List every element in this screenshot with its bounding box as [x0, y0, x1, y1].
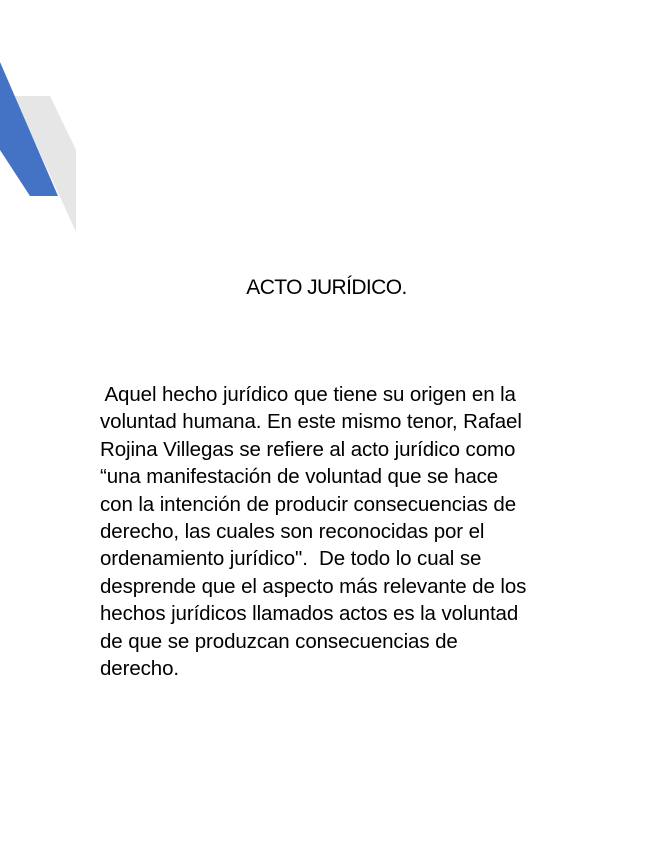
paragraph-line: derecho, las cuales son reconocidas por el — [100, 520, 485, 544]
paragraph-line: derecho. — [100, 657, 179, 681]
paragraph-line: con la intención de producir consecuencias de — [100, 492, 517, 516]
paragraph-line: voluntad humana. En este mismo tenor, Rafael — [100, 410, 522, 434]
paragraph-line: de que se produzcan consecuencias de — [100, 629, 458, 653]
paragraph-line: hechos jurídicos llamados actos es la voluntad — [100, 602, 519, 626]
paragraph-line: Aquel hecho jurídico que tiene su origen en la — [100, 383, 516, 406]
paragraph-line: Rojina Villegas se refiere al acto jurídico como — [100, 437, 516, 461]
paragraph-line: ordenamiento jurídico". De todo lo cual se — [100, 547, 482, 571]
paragraph-line: desprende que el aspecto más relevante de los — [100, 574, 527, 598]
paragraph-line: “una manifestación de voluntad que se hace — [100, 465, 499, 489]
page-title: ACTO JURÍDICO. — [246, 276, 407, 299]
corner-decoration — [0, 0, 80, 240]
body-paragraph — [100, 381, 600, 682]
